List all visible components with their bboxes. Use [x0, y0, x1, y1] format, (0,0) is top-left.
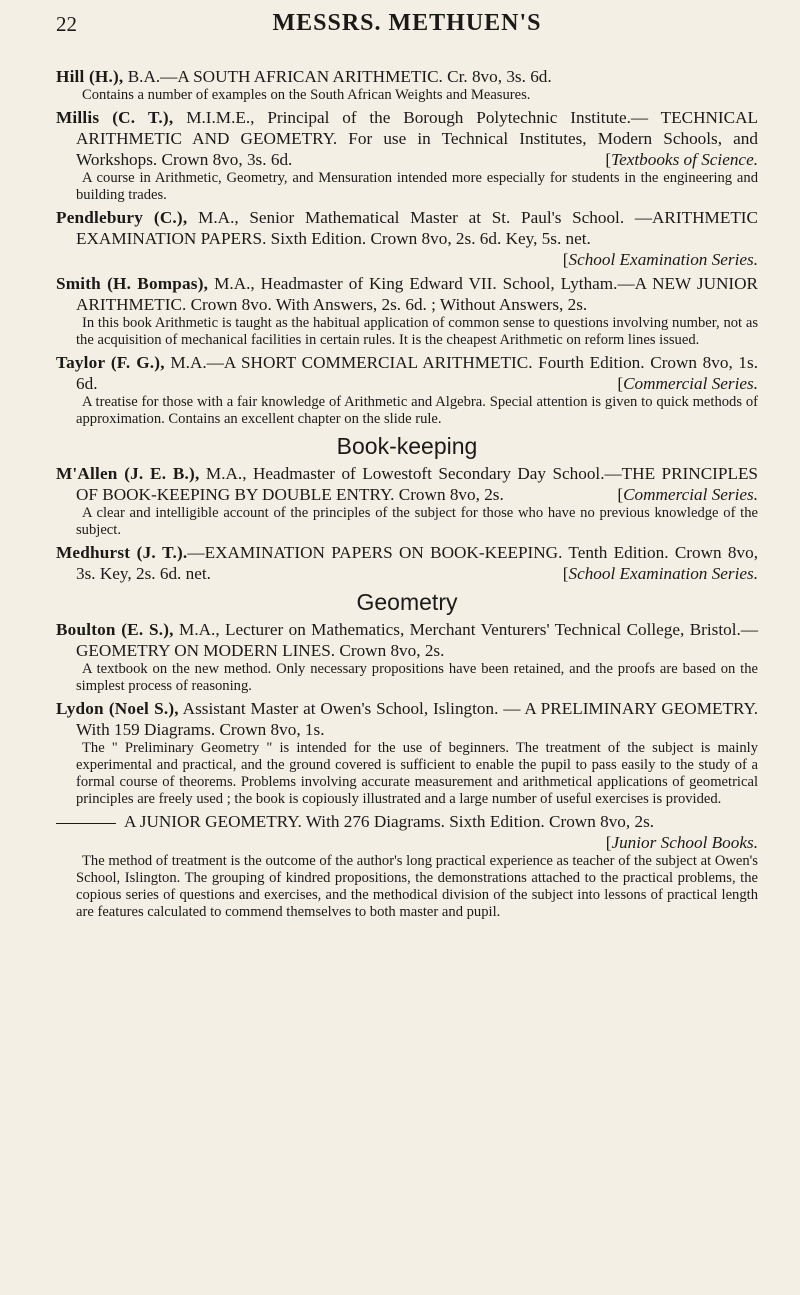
entry-series: [ Commercial Series. — [637, 373, 758, 394]
entry-description: Contains a number of examples on the South African Weights and Measures. — [82, 87, 531, 103]
entry-author: Pendlebury (C.), — [56, 208, 188, 227]
catalogue-body — [56, 66, 758, 924]
catalogue-entry — [56, 811, 758, 921]
entry-title: M.I.M.E., Principal of the Borough Polytechnic Institute.— TECHNICAL ARITHMETIC AND GEOMETRY. For use in Technical Institutes, Modern Schools, and Workshops. Crown 8vo, 3s. 6d. — [76, 108, 758, 169]
entry-author: Lydon (Noel S.), — [56, 699, 179, 718]
entry-description: A course in Arithmetic, Geometry, and Mensuration intended more especially for students in the engineering and building trades. — [76, 170, 758, 203]
entry-title: Assistant Master at Owen's School, Islington. — A PRELIMINARY GEOMETRY. With 159 Diagrams. Crown 8vo, 1s. — [76, 699, 758, 739]
ditto-rule — [56, 823, 116, 824]
entry-series: [ School Examination Series. — [583, 563, 758, 584]
entry-description: The method of treatment is the outcome of the author's long practical experience as teacher of the subject at Owen's School, Islington. The grouping of kindred propositions, the demonstrations attached to the practical problems, the copious series of questions and exercises, and the methodical division of the subject into lessons of practical length are features calculated to commend themselves to both master and pupil. — [76, 853, 758, 920]
entry-author: Boulton (E. S.), — [56, 620, 174, 639]
page-header — [56, 8, 758, 42]
entry-description: A clear and intelligible account of the principles of the subject for those who have no previous knowledge of the subject. — [76, 505, 758, 538]
page-number: 22 — [56, 12, 77, 36]
catalogue-entry — [56, 542, 758, 584]
catalogue-entry — [56, 352, 758, 428]
entry-author: Smith (H. Bompas), — [56, 274, 209, 293]
catalogue-entry — [56, 619, 758, 695]
section-heading: Book-keeping — [336, 433, 478, 459]
catalogue-entry — [56, 107, 758, 204]
entry-author: Taylor (F. G.), — [56, 353, 165, 372]
entry-title: M.A., Lecturer on Mathematics, Merchant Venturers' Technical College, Bristol.—GEOMETRY ON MODERN LINES. Crown 8vo, 2s. — [76, 620, 759, 660]
entry-description: In this book Arithmetic is taught as the habitual application of common sense to questions involving number, not as the acquisition of mechanical facilities in certain rules. It is the cheapest Arithmetic on reform lines issued. — [76, 315, 758, 348]
entry-author: Medhurst (J. T.). — [56, 543, 188, 562]
catalogue-entry — [56, 463, 758, 539]
entry-title: M.A., Senior Mathematical Master at St. Paul's School. —ARITHMETIC EXAMINATION PAPERS. Sixth Edition. Crown 8vo, 2s. 6d. Key, 5s. net. — [76, 208, 758, 248]
entry-author: Millis (C. T.), — [56, 108, 174, 127]
catalogue-entry — [56, 698, 758, 808]
section-heading: Geometry — [356, 589, 458, 615]
entry-description: A textbook on the new method. Only necessary propositions have been retained, and the proofs are based on the simplest process of reasoning. — [76, 661, 758, 694]
entry-description: A treatise for those with a fair knowledge of Arithmetic and Algebra. Special attention is given to quick methods of approximation. Contains an excellent chapter on the slide rule. — [76, 394, 758, 427]
entry-title: M.A.—A SHORT COMMERCIAL ARITHMETIC. Fourth Edition. Crown 8vo, 1s. 6d. — [76, 353, 759, 393]
entry-series: [ Commercial Series. — [637, 484, 758, 505]
catalogue-entry — [56, 66, 758, 104]
entry-series: [ Textbooks of Science. — [625, 149, 758, 170]
entry-title: B.A.—A SOUTH AFRICAN ARITHMETIC. Cr. 8vo, 3s. 6d. — [127, 67, 552, 86]
entry-title: —EXAMINATION PAPERS ON BOOK-KEEPING. Tenth Edition. Crown 8vo, 3s. Key, 2s. 6d. net. — [76, 543, 758, 583]
entry-author: Hill (H.), — [56, 67, 124, 86]
running-head: MESSRS. METHUEN'S — [272, 10, 542, 36]
entry-series: [ Junior School Books. — [626, 832, 758, 853]
entry-author: M'Allen (J. E. B.), — [56, 464, 200, 483]
catalogue-entry — [56, 273, 758, 349]
entry-title: A JUNIOR GEOMETRY. With 276 Diagrams. Sixth Edition. Crown 8vo, 2s. — [124, 812, 655, 831]
catalogue-entry — [56, 207, 758, 270]
entry-title: M.A., Headmaster of Lowestoft Secondary Day School.—THE PRINCIPLES OF BOOK-KEEPING BY DOUBLE ENTRY. Crown 8vo, 2s. — [76, 464, 758, 504]
entry-series: [ School Examination Series. — [583, 249, 758, 270]
entry-title: M.A., Headmaster of King Edward VII. School, Lytham.—A NEW JUNIOR ARITHMETIC. Crown 8vo. With Answers, 2s. 6d. ; Without Answers, 2s. — [76, 274, 758, 314]
entry-description: The " Preliminary Geometry " is intended for the use of beginners. The treatment of the subject is mainly experimental and practical, and the ground covered is sufficient to enable the pupil to pass easily to the study of a formal course of theorems. Problems involving accurate measurement and arithmetical applications of geometrical principles are freely used ; the book is copiously illustrated and a large number of useful exercises is provided. — [76, 740, 758, 807]
